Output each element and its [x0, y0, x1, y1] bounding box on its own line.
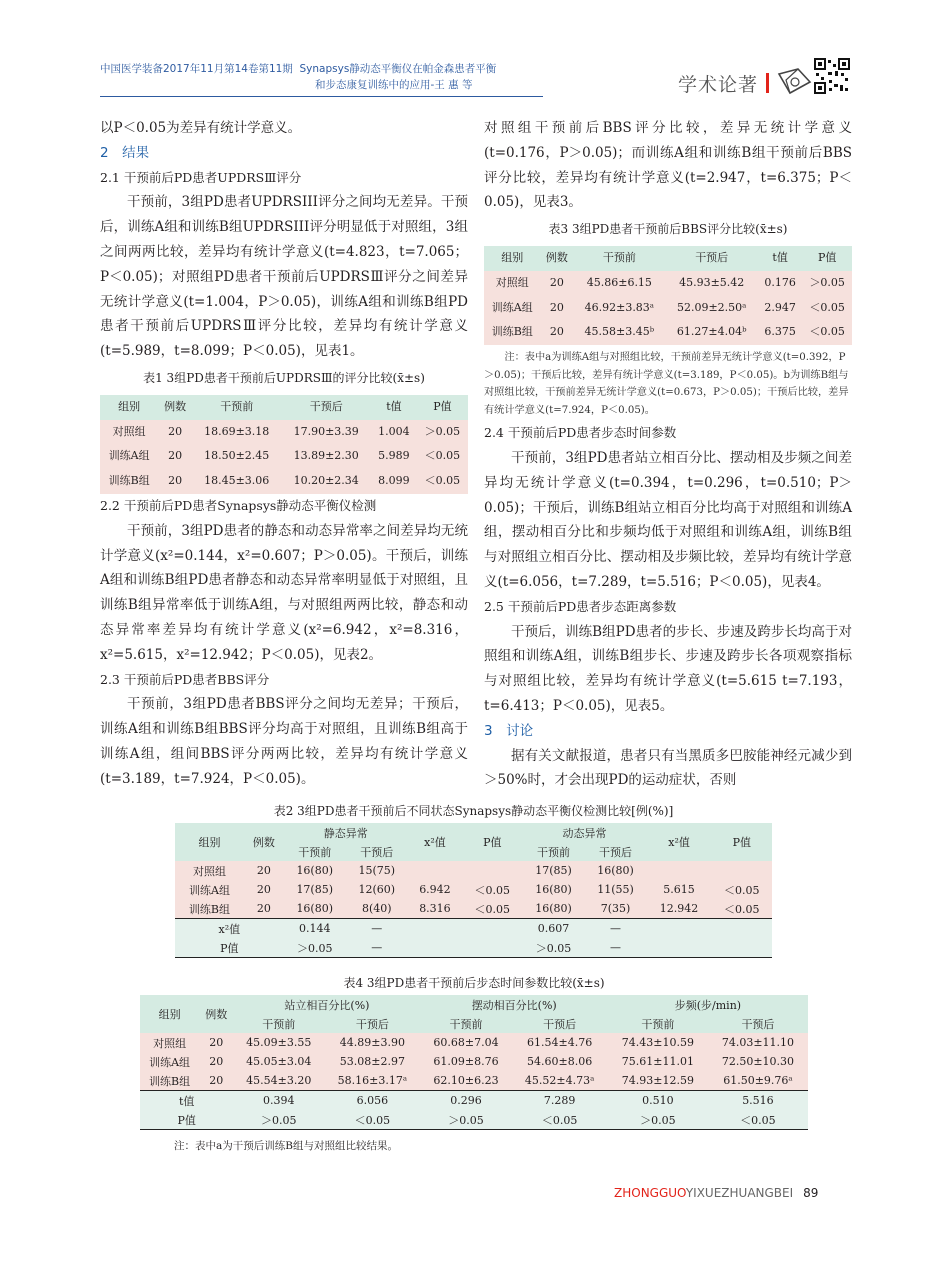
table-cell: ＞0.05 [608, 1110, 708, 1130]
paragraph-2-2: 干预前，3组PD患者的静态和动态异常率之间差异均无统计学意义(x²=0.144，x²=0.607；P＞0.05)。干预后，训练A组和训练B组PD患者静态和动态异常率明显低于对照组，且训练B组异常率低于训练A组，与对照组两两比较，静态和动态异常率差异均有统计学意义(x²=6.942，x²=8.316，x²=5.615，x²=12.942；P＜0.05)，见表2。 [100, 522, 468, 663]
table-cell: 训练A组 [108, 449, 150, 463]
table-cell: 16(80) [296, 864, 334, 877]
table-cell: 20 [209, 1074, 224, 1087]
table-cell [712, 861, 772, 880]
table-cell: 20 [209, 1036, 224, 1049]
table-cell: 45.86±6.15 [586, 275, 652, 289]
table2-header-x2: x²值 [647, 823, 712, 861]
table-cell: 46.92±3.83ᵃ [584, 300, 655, 314]
table-row [140, 1052, 808, 1071]
table-cell: 12.942 [659, 902, 699, 915]
table-cell [712, 919, 772, 939]
table-cell [647, 938, 712, 958]
table2-header-dynamic: 动态异常 [522, 823, 646, 842]
table-row [484, 320, 852, 345]
table-cell: 2.947 [764, 300, 796, 314]
table4-block [140, 972, 808, 1153]
table-cell: 训练A组 [491, 300, 533, 314]
table2-header-p: P值 [462, 823, 522, 861]
subheading-2-5: 2.5 干预前后PD患者步态距离参数 [484, 598, 677, 614]
running-title-line2: 和步态康复训练中的应用-王 惠 等 [315, 79, 473, 91]
table3-note: 注：表中a为训练A组与对照组比较，干预前差异无统计学意义(t=0.392，P＞0.05)；干预后比较，差异有统计学意义(t=3.189，P＜0.05)。b为训练B组与对照组比较，干预前差异无统计学意义(t=0.673，P＞0.05)；干预后比较，差异有统计学意义(t=7.924，P＜0.05)。 [484, 352, 849, 416]
table-cell: 训练A组 [149, 1055, 191, 1069]
table4-header-swing: 摆动相百分比(%) [421, 995, 608, 1014]
table-cell [647, 861, 712, 880]
journal-issue [100, 62, 496, 77]
table-cell: 对照组 [112, 424, 146, 438]
table-cell: 12(60) [358, 883, 396, 896]
table-cell: P值 [175, 938, 284, 958]
table-cell [408, 919, 462, 939]
table-cell: 16(80) [535, 883, 572, 896]
table4-header-cadence: 步频(步/min) [608, 995, 808, 1014]
page-footer [614, 1186, 818, 1200]
table2-header-n: 例数 [244, 823, 284, 861]
table-row [100, 469, 468, 494]
table4 [140, 995, 808, 1130]
table-cell: 52.09±2.50ᵃ [676, 300, 747, 314]
footer-brand-b: YIXUEZHUANGBEI [685, 1186, 794, 1200]
table-cell: 11(55) [597, 883, 634, 896]
table-cell: ＜0.05 [424, 449, 461, 463]
table-stat-row [175, 938, 772, 958]
table-cell: 5.516 [708, 1091, 808, 1111]
table-cell [712, 938, 772, 958]
table-stat-row [140, 1110, 808, 1130]
table-cell: ＜0.05 [474, 902, 511, 916]
table-cell: 20 [256, 864, 271, 877]
table2-header-pre: 干预前 [522, 842, 584, 861]
header-rule [100, 96, 543, 97]
table-cell: 45.52±4.73ᵃ [524, 1074, 595, 1087]
table-cell: 6.942 [419, 883, 451, 896]
table-row [484, 271, 852, 296]
table-cell: 45.05±3.04 [246, 1055, 312, 1068]
table-cell: 75.61±11.01 [621, 1055, 694, 1068]
table-cell: 16(80) [296, 902, 334, 915]
table-cell: 17(85) [296, 883, 334, 896]
table-cell: 53.08±2.97 [339, 1055, 405, 1068]
table1-header: 干预后 [281, 395, 371, 420]
table-cell: 62.10±6.23 [433, 1074, 499, 1087]
table-cell: 20 [549, 325, 564, 339]
table-cell: 0.144 [284, 919, 346, 939]
table-cell: ＞0.05 [421, 1110, 512, 1130]
table-cell: 45.09±3.55 [246, 1036, 312, 1049]
table4-header-n: 例数 [199, 995, 233, 1033]
paragraph-significance: 以P＜0.05为差异有统计学意义。 [100, 120, 302, 136]
table2-block [175, 800, 772, 958]
table-cell: 训练B组 [149, 1074, 191, 1088]
table-cell: 45.93±5.42 [679, 275, 745, 289]
table-cell: 7(35) [600, 902, 631, 915]
table-cell: 6.056 [324, 1091, 420, 1111]
section-heading-results: 2 结果 [100, 144, 150, 161]
table-cell: 61.09±8.76 [433, 1055, 499, 1068]
table-cell: 5.615 [663, 883, 695, 896]
table-cell: 训练A组 [189, 883, 230, 897]
table-cell: ＜0.05 [724, 902, 760, 916]
table-cell: ＜0.05 [424, 474, 461, 488]
table-row [100, 420, 468, 445]
footer-brand-a: ZHONGGUO [614, 1186, 686, 1200]
table-cell: 7.289 [511, 1091, 607, 1111]
paragraph-2-5: 干预后，训练B组PD患者的步长、步速及跨步长均高于对照组和训练A组，训练B组步长、步速及跨步长各项观察指标与对照组比较，差异均有统计学意义(t=5.615 t=7.193，t=6.413；P＜0.05)，见表5。 [484, 623, 852, 714]
table-row [484, 296, 852, 321]
table-stat-row [140, 1091, 808, 1111]
table-cell [462, 919, 522, 939]
table-cell: 18.69±3.18 [204, 424, 270, 438]
table-cell: 0.296 [421, 1091, 512, 1111]
table3-header: 例数 [541, 246, 574, 271]
table-cell: 20 [168, 474, 183, 488]
table-cell [462, 861, 522, 880]
table-cell: ＞0.05 [424, 424, 461, 438]
table4-header-post: 干预后 [324, 1014, 420, 1033]
paragraph-2-3: 干预前，3组PD患者BBS评分之间均无差异；干预后，训练A组和训练B组BBS评分均高于对照组，且训练B组高于训练A组，组间BBS评分两两比较，差异均有统计学意义(t=3.189，t=7.924，P＜0.05)。 [100, 696, 468, 787]
table2-header-group: 组别 [175, 823, 244, 861]
left-column [100, 116, 468, 792]
table-cell: ＜0.05 [324, 1110, 420, 1130]
table-cell: 74.43±10.59 [621, 1036, 694, 1049]
table-cell: 0.394 [233, 1091, 324, 1111]
table-cell: 16(80) [597, 864, 634, 877]
table4-header-stance: 站立相百分比(%) [233, 995, 420, 1014]
table-cell: 61.54±4.76 [527, 1036, 593, 1049]
table-cell: 45.54±3.20 [246, 1074, 312, 1087]
table1-header: t值 [371, 395, 417, 420]
table1-header: P值 [417, 395, 468, 420]
table4-header-pre: 干预前 [233, 1014, 324, 1033]
table3 [484, 246, 852, 345]
table-cell: 15(75) [358, 864, 396, 877]
table-cell: 16(80) [535, 902, 572, 915]
table2-header-post: 干预后 [346, 842, 408, 861]
table-cell: 17.90±3.39 [293, 424, 359, 438]
table-row [175, 861, 772, 880]
table-cell: ＜0.05 [708, 1110, 808, 1130]
table-cell: 0.607 [522, 919, 584, 939]
table-cell: 20 [209, 1055, 224, 1068]
table-cell: 8.099 [378, 474, 410, 488]
table-row [100, 444, 468, 469]
table1 [100, 395, 468, 494]
table4-header-post: 干预后 [511, 1014, 607, 1033]
subheading-2-1: 2.1 干预前后PD患者UPDRSⅢ评分 [100, 169, 302, 185]
table4-caption: 表4 3组PD患者干预前后步态时间参数比较(x̄±s) [343, 976, 605, 990]
table4-header-pre: 干预前 [608, 1014, 708, 1033]
table-cell: 20 [256, 902, 271, 915]
paragraph-2-4: 干预前，3组PD患者站立相百分比、摆动相及步频之间差异均无统计学意义(t=0.394，t=0.296，t=0.510；P＞0.05)；干预后，训练B组站立相百分比均高于对照组和训练A组，摆动相百分比和步频均低于对照组和训练A组，训练B组与对照组立相百分比、摆动相及步频比较，差异均有统计学意义(t=6.056，t=7.289，t=5.516；P＜0.05)，见表4。 [484, 449, 852, 590]
table-cell: 0.176 [764, 275, 796, 289]
table-cell: 45.58±3.45ᵇ [584, 325, 655, 339]
table-cell: 8(40) [361, 902, 392, 915]
table-cell: 训练B组 [491, 325, 533, 339]
table-cell: 61.50±9.76ᵃ [723, 1074, 793, 1087]
table-cell: x²值 [175, 919, 284, 939]
table2-header-x2: x²值 [408, 823, 462, 861]
table2-caption: 表2 3组PD患者干预前后不同状态Synapsys静动态平衡仪检测比较[例(%)] [273, 804, 674, 818]
table-cell [647, 919, 712, 939]
table-cell: 74.93±12.59 [621, 1074, 694, 1087]
table-stat-row [175, 919, 772, 939]
table2-header-post: 干预后 [585, 842, 647, 861]
table-cell: 18.50±2.45 [204, 449, 270, 463]
table-cell: 对照组 [495, 275, 529, 289]
table4-header-group: 组别 [140, 995, 199, 1033]
table-cell: ＜0.05 [809, 325, 845, 339]
table-cell: P值 [140, 1110, 233, 1130]
table-cell: 8.316 [419, 902, 451, 915]
table-cell: 对照组 [192, 864, 226, 878]
section-heading-discussion: 3 讨论 [484, 722, 534, 739]
table-cell: 74.03±11.10 [721, 1036, 795, 1049]
table-row [175, 899, 772, 919]
table-cell: — [346, 938, 408, 958]
table-cell: 20 [256, 883, 271, 896]
table4-header-post: 干预后 [708, 1014, 808, 1033]
table-cell: ＞0.05 [284, 938, 346, 958]
table1-caption: 表1 3组PD患者干预前后UPDRSⅢ的评分比较(x̄±s) [143, 370, 425, 385]
table3-header: 干预后 [666, 246, 758, 271]
table-cell: 58.16±3.17ᵃ [337, 1074, 408, 1087]
table-cell [462, 938, 522, 958]
paragraph-2-1: 干预前，3组PD患者UPDRSIII评分之间均无差异。干预后，训练A组和训练B组UPDRSIII评分明显低于对照组，3组之间两两比较，差异均有统计学意义(t=4.823，t=7.065；P＜0.05)；对照组PD患者干预前后UPDRSⅢ评分之间差异无统计学意义(t=1.004，P＞0.05)，训练A组和训练B组PD患者干预前后UPDRSⅢ评分比较，差异均有统计学意义(t=5.989，t=8.099；P＜0.05)，见表1。 [100, 194, 468, 360]
table2-header-p: P值 [712, 823, 772, 861]
page-number: 89 [803, 1186, 819, 1200]
paragraph-bbs-continued: 对照组干预前后BBS评分比较，差异无统计学意义(t=0.176，P＞0.05)；而训练A组和训练B组干预前后BBS评分比较，差异均有统计学意义(t=2.947，t=6.375；P＜0.05)，见表3。 [484, 120, 852, 211]
journal-name: 中国医学装备2017年11月第14卷第11期 [100, 63, 293, 75]
table-cell: 61.27±4.04ᵇ [676, 325, 747, 339]
table3-header: P值 [802, 246, 852, 271]
table4-header-pre: 干预前 [421, 1014, 512, 1033]
table-cell: 20 [549, 275, 564, 289]
table-cell: 44.89±3.90 [339, 1036, 405, 1049]
table-cell: 54.60±8.06 [527, 1055, 593, 1068]
table-cell: ＜0.05 [809, 300, 845, 314]
table3-caption: 表3 3组PD患者干预前后BBS评分比较(x̄±s) [548, 222, 788, 237]
table-cell [408, 861, 462, 880]
table-cell: 20 [549, 300, 564, 314]
table-cell: ＜0.05 [724, 883, 760, 897]
subheading-2-4: 2.4 干预前后PD患者步态时间参数 [484, 425, 677, 441]
table-cell: 18.45±3.06 [204, 474, 270, 488]
table-cell: 6.375 [764, 325, 796, 339]
table2 [175, 823, 772, 958]
table1-header: 组别 [100, 395, 158, 420]
table-cell: 10.20±2.34 [293, 474, 359, 488]
table-cell: — [346, 919, 408, 939]
table-cell: 对照组 [153, 1036, 187, 1050]
table-cell [408, 938, 462, 958]
table3-header: 组别 [484, 246, 541, 271]
page-header [100, 62, 860, 102]
table-cell: 60.68±7.04 [433, 1036, 499, 1049]
right-column [484, 116, 852, 793]
qr-code-icon [814, 58, 850, 94]
table-cell: ＜0.05 [474, 883, 511, 897]
table-cell: ＞0.05 [809, 275, 845, 289]
table-cell: 13.89±2.30 [293, 449, 359, 463]
table-row [175, 880, 772, 899]
column-label: 学术论著 [678, 74, 759, 96]
table-cell: 5.989 [378, 449, 410, 463]
table-cell: t值 [140, 1091, 233, 1111]
table4-note: 注：表中a为干预后训练B组与对照组比较结果。 [174, 1140, 398, 1152]
table1-header: 干预前 [192, 395, 282, 420]
table-cell: ＜0.05 [511, 1110, 607, 1130]
journal-logo-icon [776, 66, 812, 96]
table-cell: 20 [168, 449, 183, 463]
table3-header: 干预前 [573, 246, 665, 271]
table2-header-static: 静态异常 [284, 823, 408, 842]
subheading-2-3: 2.3 干预前后PD患者BBS评分 [100, 671, 270, 687]
table-cell: 1.004 [378, 424, 410, 438]
table2-header-pre: 干预前 [284, 842, 346, 861]
table-cell: ＞0.05 [522, 938, 584, 958]
table-row [140, 1071, 808, 1091]
table-cell: — [585, 938, 647, 958]
running-title-line1: Synapsys静动态平衡仪在帕金森患者平衡 [299, 63, 497, 75]
table-cell: — [585, 919, 647, 939]
table3-header: t值 [758, 246, 803, 271]
table-cell: 20 [168, 424, 183, 438]
header-divider [766, 73, 769, 93]
table-cell: 训练B组 [108, 474, 150, 488]
table-cell: 训练B组 [188, 902, 231, 916]
paragraph-discussion: 据有关文献报道，患者只有当黑质多巴胺能神经元减少到＞50%时，才会出现PD的运动症状，否则 [484, 747, 852, 789]
table-row [140, 1033, 808, 1052]
table-cell: 17(85) [535, 864, 572, 877]
table1-header: 例数 [158, 395, 192, 420]
subheading-2-2: 2.2 干预前后PD患者Synapsys静动态平衡仪检测 [100, 497, 377, 513]
table-cell: 72.50±10.30 [721, 1055, 795, 1068]
table-cell: ＞0.05 [233, 1110, 324, 1130]
table-cell: 0.510 [608, 1091, 708, 1111]
